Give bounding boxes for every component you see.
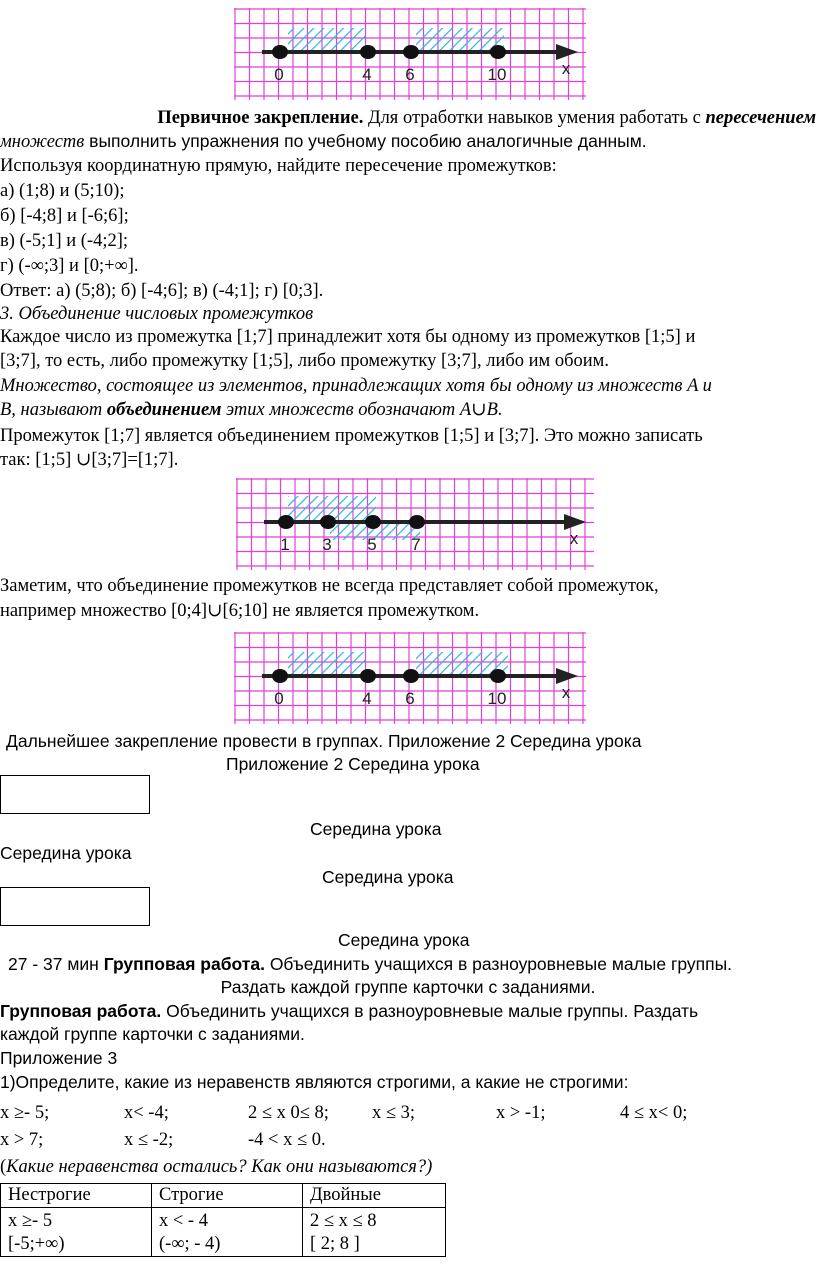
axis-arrow [564,514,586,530]
group-work-p-line1 [0,1000,698,1023]
point-label: 0 [274,689,284,708]
point-label: 5 [367,535,377,554]
ineq-r1-2: x< -4; [124,1103,169,1123]
axis-x-label: x [569,529,579,548]
point-dot [409,515,425,529]
section3-p2-line1: Промежуток [1;7] является объединением промежутков [1;5] и [3;7]. Это можно записать [0,426,703,446]
table-cell-line: x < - 4 [159,1211,208,1231]
section3-p1-line1: Каждое число из промежутка [1;7] принадлежит хотя бы одному из промежутков [1;5] и [0,327,696,347]
point-label: 6 [405,65,415,84]
garbled-line2: Приложение 2 Середина урока [226,754,480,774]
point-dot [403,45,419,59]
point-label: 10 [487,689,507,708]
point-dot [403,669,419,683]
ineq-r1-3: 2 ≤ x 0≤ 8; [248,1103,329,1123]
task1: 1)Определите, какие из неравенств являются строгими, а какие не строгими: [0,1072,629,1092]
point-dot [360,669,376,683]
exercise-item-b: б) [-4;8] и [-6;6]; [0,206,129,226]
table-header-row [1,1184,446,1208]
para1-line1 [0,106,816,130]
point-dot [365,515,381,529]
point-label: 7 [411,535,421,554]
ineq-r1-4: x ≤ 3; [372,1103,416,1123]
table-cell [1,1208,152,1257]
para1-it-word: множеств [0,132,85,152]
blank-box-2 [0,887,150,926]
hatched-interval [416,28,504,50]
inequality-table [0,1183,446,1257]
garbled-line5: Середина урока [322,867,454,887]
para1-text-a: Для отработки навыков умения работать с [363,108,706,128]
question [0,1155,432,1179]
hatched-interval [288,28,366,50]
ineq-r1-5: x > -1; [496,1103,546,1123]
appendix-3: Приложение 3 [0,1048,118,1068]
question-open: ( [0,1157,7,1177]
para1-title: Первичное закрепление. [157,108,364,128]
question-text: Какие неравенства остались? Как они называются?) [6,1157,433,1177]
point-label: 1 [280,535,290,554]
exercise-item-d: г) (-∞;3] и [0;+∞]. [0,256,139,276]
numberline-bottom-svg [234,632,586,724]
table-cell-line: (-∞; - 4) [159,1234,221,1254]
def-line2-a: B, называют [0,400,107,420]
group-work-p-rest: Объединить учащихся в разноуровневые малые группы. Раздать [161,1001,699,1021]
point-dot [360,45,376,59]
hatched-interval [288,652,366,674]
para1-bi-word: пересечением [705,108,816,128]
table-cell-line: x ≥- 5 [8,1211,53,1231]
exercise-item-a: а) (1;8) и (5;10); [0,181,125,201]
axis-arrow [556,44,578,60]
point-label: 10 [487,65,507,84]
para1-text-b: выполнить упражнения по учебному пособию аналогичные данным. [84,131,647,151]
para1-line2 [0,130,647,154]
ineq-r1-1: x ≥- 5; [0,1103,50,1123]
point-dot [272,45,288,59]
group-work-line2: Раздать каждой группе карточки с заданиями. [220,977,596,997]
def-bold: объединением [106,400,222,420]
garbled-line1: Дальнейшее закрепление провести в группах. Приложение 2 Середина урока [6,731,642,751]
numberline-top [234,8,586,100]
axis-x-label: x [561,683,571,702]
section3-heading: 3. Объединение числовых промежутков [0,304,314,324]
table-row [1,1208,446,1257]
def-line2-b: этих множеств обозначают A∪B. [221,400,503,420]
point-dot [320,515,336,529]
note-line2: например множество [0;4]∪[6;10] не является промежутком. [0,601,480,621]
group-work-time: 27 - 37 мин [8,954,104,974]
section3-p2-line2: так: [1;5] ∪[3;7]=[1;7]. [0,450,179,470]
section3-def-line1: Множество, состоящее из элементов, принадлежащих хотя бы одному из множеств A и [0,376,712,396]
ineq-r2-3: -4 < x ≤ 0. [248,1130,326,1150]
point-dot [490,669,506,683]
group-work-label: Групповая работа. [103,954,265,974]
table-header-cell: Строгие [152,1184,303,1208]
group-work-p-bold: Групповая работа. [0,1001,162,1021]
table-header-cell: Двойные [303,1184,446,1208]
point-label: 0 [274,65,284,84]
group-work-p-line2: каждой группе карточки с заданиями. [0,1024,305,1044]
point-label: 4 [362,689,372,708]
garbled-line6: Середина урока [338,930,470,950]
numberline-bottom [234,632,586,724]
numberline-mid-svg [236,478,594,570]
exercise-intro: Используя координатную прямую, найдите пересечение промежутков: [0,156,557,176]
section3-p1-line2: [3;7], то есть, либо промежутку [1;5], либо промежутку [3;7], либо им обоим. [0,351,610,371]
table-cell-line: [ 2; 8 ] [310,1234,360,1254]
point-dot [490,45,506,59]
table-cell [303,1208,446,1257]
table-cell-line: 2 ≤ x ≤ 8 [310,1211,377,1231]
exercise-answer: Ответ: а) (5;8); б) [-4;6]; в) (-4;1]; г) [0;3]. [0,281,324,301]
garbled-line3: Середина урока [310,819,442,839]
numberline-top-svg [234,8,586,100]
point-label: 6 [405,689,415,708]
group-work-rest: Объединить учащихся в разноуровневые малые группы. [264,954,733,974]
table-cell-line: [-5;+∞) [8,1234,65,1254]
note-line1: Заметим, что объединение промежутков не всегда представляет собой промежуток, [0,576,659,596]
blank-box-1 [0,775,150,814]
ineq-r1-6: 4 ≤ x< 0; [620,1103,688,1123]
numberline-mid [236,478,594,570]
point-dot [272,669,288,683]
ineq-r2-2: x ≤ -2; [124,1130,174,1150]
point-label: 3 [322,535,332,554]
section3-def-line2 [0,398,503,422]
point-label: 4 [362,65,372,84]
table-header-cell: Нестрогие [1,1184,152,1208]
axis-x-label: x [561,59,571,78]
ineq-r2-1: x > 7; [0,1130,44,1150]
table-cell [152,1208,303,1257]
axis-arrow [556,668,578,684]
point-dot [278,515,294,529]
exercise-item-c: в) (-5;1] и (-4;2]; [0,231,129,251]
group-work-line1 [8,953,732,976]
garbled-line4: Середина урока [0,843,132,863]
